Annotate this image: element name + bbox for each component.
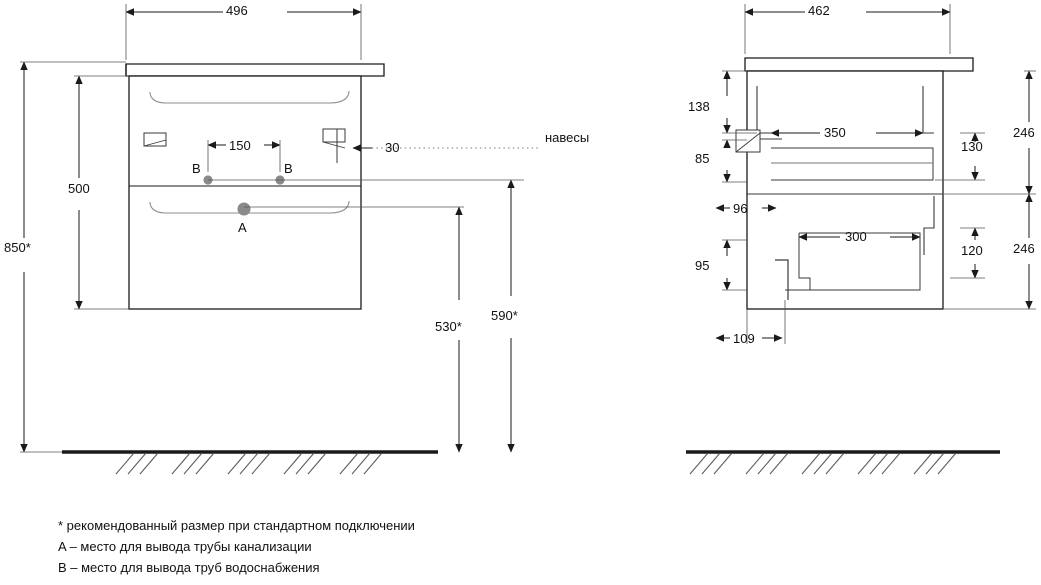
dim-side-138: 138	[688, 99, 710, 114]
note-marker-b: B – место для вывода труб водоснабжения	[58, 560, 320, 575]
dim-front-total-height: 850*	[4, 240, 31, 255]
dim-side-300: 300	[845, 229, 867, 244]
dim-front-body-height: 500	[68, 181, 90, 196]
dim-front-spacing: 150	[229, 138, 251, 153]
dim-side-350: 350	[824, 125, 846, 140]
marker-label-b-right: B	[284, 161, 293, 176]
dim-side-120: 120	[961, 243, 983, 258]
note-marker-a: A – место для вывода трубы канализации	[58, 539, 312, 554]
marker-label-a: A	[238, 220, 247, 235]
dim-front-drain-height: 530*	[435, 319, 462, 334]
callout-hangers: навесы	[545, 130, 590, 145]
marker-label-b-left: B	[192, 161, 201, 176]
dim-side-85: 85	[695, 151, 710, 166]
dim-side-width: 462	[808, 3, 830, 18]
note-recommended-size: * рекомендованный размер при стандартном подключении	[58, 518, 415, 533]
dim-side-96: 96	[733, 201, 748, 216]
dim-front-offset-right: 30	[385, 140, 400, 155]
dim-side-109: 109	[733, 331, 755, 346]
dim-side-130: 130	[961, 139, 983, 154]
dim-side-95: 95	[695, 258, 710, 273]
dim-front-water-height: 590*	[491, 308, 518, 323]
dim-side-246-upper: 246	[1013, 125, 1035, 140]
dim-side-246-lower: 246	[1013, 241, 1035, 256]
dim-front-width: 496	[226, 3, 248, 18]
notes-block	[58, 515, 658, 578]
